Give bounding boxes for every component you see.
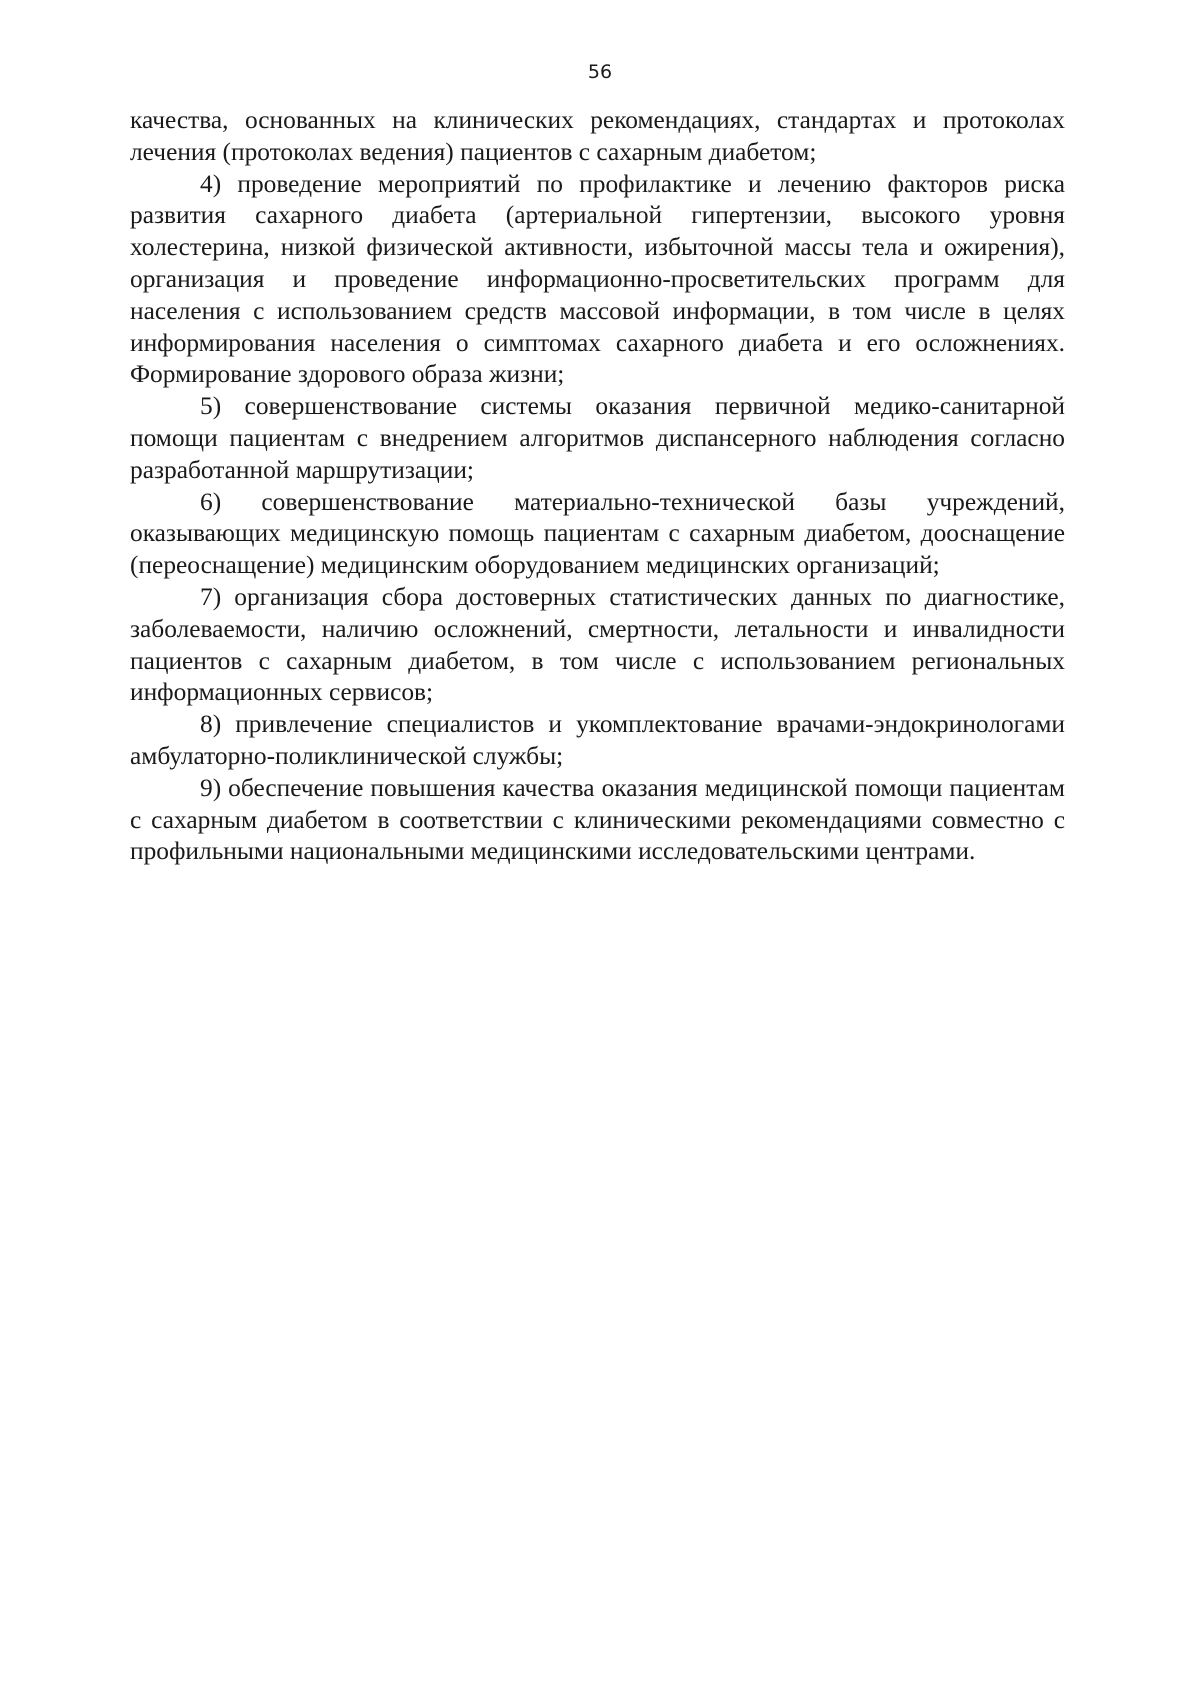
paragraph-item-7: 7) организация сбора достоверных статистических данных по диагностике, заболеваемости, наличию осложнений, смертности, летальности и инвалидности пациентов с сахарным диабетом, в том числе с использованием региональных информационных сервисов; <box>130 582 1065 707</box>
paragraph-item-6: 6) совершенствование материально-технической базы учреждений, оказывающих медицинскую помощь пациентам с сахарным диабетом, дооснащение (переоснащение) медицинским оборудованием медицинских организаций; <box>130 487 1065 580</box>
page-number: 56 <box>587 61 613 83</box>
document-body <box>130 105 1065 868</box>
paragraph-item-4: 4) проведение мероприятий по профилактике и лечению факторов риска развития сахарного диабета (артериальной гипертензии, высокого уровня холестерина, низкой физической активности, избыточной массы тела и ожирения), организация и проведение информационно-просветительских программ для населения с использованием средств массовой информации, в том числе в целях информирования населения о симптомах сахарного диабета и его осложнениях. Формирование здорового образа жизни; <box>130 169 1065 389</box>
paragraph-item-8: 8) привлечение специалистов и укомплектование врачами-эндокринологами амбулаторно-поликлинической службы; <box>130 710 1065 770</box>
paragraph-item-5: 5) совершенствование системы оказания первичной медико-санитарной помощи пациентам с внедрением алгоритмов диспансерного наблюдения согласно разработанной маршрутизации; <box>130 392 1065 484</box>
paragraph-item-9: 9) обеспечение повышения качества оказания медицинской помощи пациентам с сахарным диабетом в соответствии с клиническими рекомендациями совместно с профильными национальными медицинскими исследовательскими центрами. <box>130 773 1065 866</box>
paragraph-continuation: качества, основанных на клинических рекомендациях, стандартах и протоколах лечения (протоколах ведения) пациентов с сахарным диабетом; <box>130 106 1065 166</box>
